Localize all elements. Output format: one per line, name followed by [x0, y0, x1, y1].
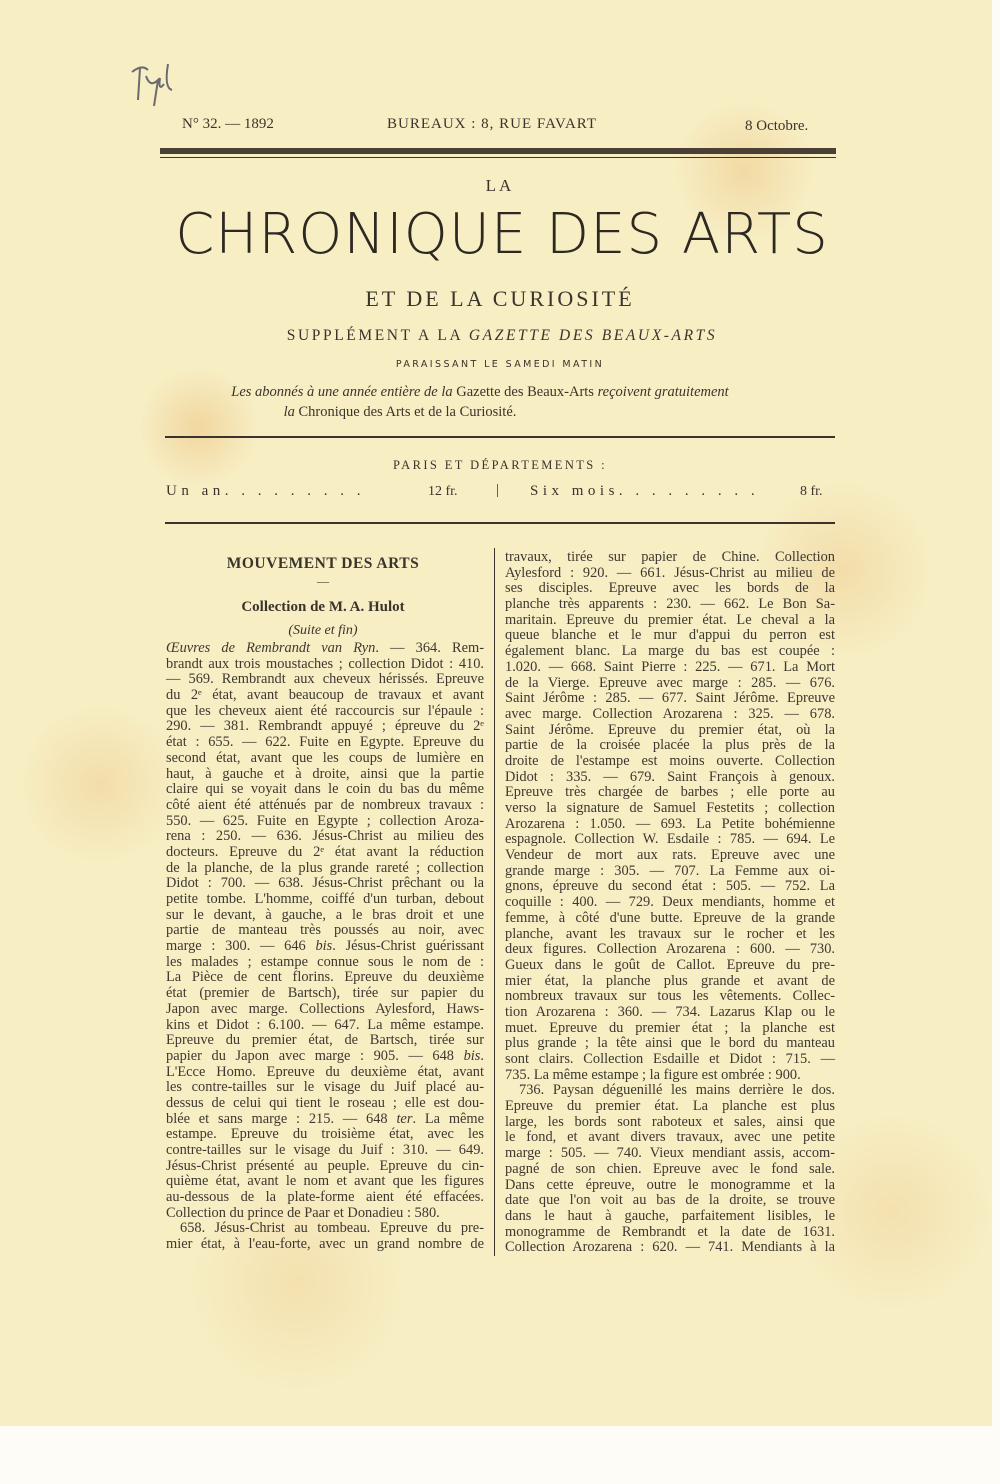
italic-text-run: la [283, 404, 299, 420]
issue-date: 8 Octobre. [745, 118, 809, 134]
header-thick-rule [160, 148, 836, 154]
issue-number: N° 32. — 1892 [182, 116, 274, 132]
text-line [166, 688, 484, 704]
text-line [166, 751, 484, 767]
text-line [166, 1033, 484, 1049]
text-line [166, 845, 484, 861]
text-run: haut, à gauche et à droite, ainsi que la partie [166, 765, 484, 782]
text-run: petite tombe. L'homme, coiffé d'un turban, debout [166, 891, 484, 907]
text-run: Chronique des Arts et de la Curiosité. [298, 404, 517, 420]
annual-label: Un an. . . . . . . . . [166, 483, 365, 499]
section-dash: — [317, 574, 329, 588]
text-run: . — 364. Rem- [375, 640, 484, 656]
text-run: date que l'on voit au bas de la droite, se trouve [505, 1192, 835, 1209]
supplement-line [0, 327, 1000, 345]
text-run: planche très apparents : 230. — 662. Le Bon Sa- [505, 596, 835, 613]
text-line [505, 1130, 835, 1146]
text-line [505, 628, 835, 644]
text-run: rena : 250. — 636. Jésus-Christ au milieu des [166, 828, 484, 845]
text-run: partie de manteau très poussés au noir, avec [166, 922, 484, 939]
italic-text-run: bis [463, 1047, 481, 1064]
text-run: coquille : 400. — 729. Deux mendiants, homme et [505, 894, 835, 911]
text-line [166, 861, 484, 877]
text-run: claire qui se voyait dans le coin du bas du même [166, 781, 484, 798]
text-line [505, 723, 835, 739]
text-run: côté aient été atténués par de nombreux travaux : [166, 796, 484, 813]
text-line [505, 770, 835, 786]
text-run: grande marge : 305. — 707. La Femme aux oi- [505, 862, 835, 879]
left-column [166, 641, 484, 1253]
text-line [505, 1225, 835, 1241]
handwritten-annotation [128, 58, 188, 108]
text-run: dessus de celui qui tient le roseau ; elle est dou- [166, 1094, 484, 1111]
text-line [166, 735, 484, 751]
text-line [166, 782, 484, 798]
text-run: état (premier de Bartsch), tirée sur papier du [166, 985, 484, 1002]
text-run: tion Arozarena : 360. — 734. Lazarus Klap ou le [505, 1003, 835, 1020]
italic-text-run: Œuvres de Rembrandt van Ryn [166, 640, 376, 656]
text-line [166, 1221, 484, 1237]
text-line [505, 550, 835, 566]
supplement-gazette: GAZETTE DES BEAUX-ARTS [468, 327, 718, 344]
text-run: . [480, 1047, 484, 1064]
header-thin-rule [160, 157, 836, 158]
masthead-rule [165, 436, 835, 438]
text-run: estampe. Epreuve du troisième état, avec les [166, 1126, 484, 1143]
text-run: L'Ecce Homo. Epreuve du deuxième état, avant [166, 1063, 484, 1080]
text-line [505, 1068, 835, 1084]
text-line [166, 1143, 484, 1159]
text-run: 736. Paysan déguenillé les mains derrière le dos. [519, 1082, 835, 1099]
text-line [166, 1112, 484, 1128]
text-line [505, 1209, 835, 1225]
text-run: contre-tailles sur le visage du Juif : 310. — 649. [166, 1142, 484, 1158]
text-run: Saint Jérôme : 285. — 677. Saint Jérôme. Epreuve [505, 690, 835, 707]
text-run: Epreuve très chargée de barbes ; elle porte au [505, 784, 835, 801]
text-run: 290. — 381. Rembrandt appuyé ; épreuve du 2ᵉ [166, 718, 484, 735]
masthead-title: CHRONIQUE DES ARTS [175, 202, 829, 267]
text-run: Jésus-Christ présenté au peuple. Epreuve du cin- [166, 1157, 484, 1174]
text-run: Arozarena : 1.050. — 693. La Petite bohémienne [505, 815, 835, 832]
text-line [505, 989, 835, 1005]
text-line [166, 641, 484, 657]
text-run: . Jésus-Christ guérissant [332, 938, 484, 955]
text-run: docteurs. Epreuve du 2ᵉ état avant la réduction [166, 843, 484, 860]
text-line [166, 767, 484, 783]
text-line [505, 1036, 835, 1052]
subscription-rule [165, 522, 835, 524]
text-run: sont clairs. Collection Esdaille et Didot : 715. — [505, 1051, 835, 1067]
text-line [505, 644, 835, 660]
section-heading: MOUVEMENT DES ARTS [226, 555, 420, 572]
text-line [166, 986, 484, 1002]
text-line [505, 1162, 835, 1178]
text-run: dans le haut à gauche, parfaitement lisibles, le [505, 1207, 835, 1224]
text-line [505, 754, 835, 770]
text-line [505, 1146, 835, 1162]
text-run: kins et Didot : 6.100. — 647. La même estampe. [166, 1016, 484, 1033]
text-run: verso la signature de Samuel Festetits ; collection [505, 800, 835, 816]
text-run: maritain. Epreuve du premier état. Le cheval a la [505, 611, 835, 628]
text-line [505, 660, 835, 676]
text-line [166, 704, 484, 720]
text-run: ses disciples. Epreuve avec les bords de la [505, 580, 835, 597]
text-line [505, 738, 835, 754]
italic-text-run: Les abonnés à une année entière de la [231, 384, 457, 400]
text-line [166, 1065, 484, 1081]
publication-frequency: PARAISSANT LE SAMEDI MATIN [395, 359, 605, 370]
subscription-heading: PARIS ET DÉPARTEMENTS : [392, 458, 608, 472]
text-line [505, 864, 835, 880]
text-run: droite de l'estampe est moins ouverte. Collection [505, 752, 835, 769]
text-run: 1.020. — 668. Saint Pierre : 225. — 671. La Mort [505, 658, 835, 675]
text-run: nombreux travaux sur tous les vêtements. Collec- [505, 988, 835, 1005]
text-run: mier état, à l'eau-forte, avec un grand nombre de [166, 1236, 484, 1253]
subscriber-notice-line-2 [0, 404, 800, 421]
text-line [166, 1206, 484, 1222]
text-line [166, 876, 484, 892]
text-line [505, 707, 835, 723]
text-run: Didot : 335. — 679. Saint François à genoux. [505, 768, 835, 785]
text-run: marge : 505. — 740. Vieux mendiant assis, accom- [505, 1145, 835, 1162]
text-line [505, 942, 835, 958]
text-line [166, 1049, 484, 1065]
text-line [505, 1178, 835, 1194]
text-line [166, 657, 484, 673]
text-line [166, 1190, 484, 1206]
text-run: pagné de son chien. Epreuve avec le fond sale. [505, 1160, 835, 1177]
text-run: Gazette des Beaux-Arts [456, 384, 598, 400]
masthead-subtitle: ET DE LA CURIOSITÉ [365, 286, 635, 311]
column-divider [494, 548, 495, 1256]
text-line [166, 719, 484, 735]
text-run: les contre-tailles sur le visage du Juif placé au- [166, 1079, 484, 1096]
text-run: quième état, avant le nom et avant que les figures [166, 1173, 484, 1190]
text-run: du 2ᵉ état, avant beaucoup de travaux et avant [166, 687, 484, 704]
text-run: avec marge. Collection Arozarena : 325. — 678. [505, 705, 835, 722]
text-run: de la Vierge. Epreuve avec marge : 285. — 676. [505, 674, 835, 691]
text-line [505, 1240, 835, 1256]
text-line [505, 691, 835, 707]
text-line [166, 1174, 484, 1190]
italic-text-run: reçoivent gratuitement [597, 384, 729, 400]
text-run: espagnole. Collection W. Esdaile : 785. — 694. Le [505, 831, 835, 848]
text-run: second état, avant que les coups de lumière en [166, 749, 484, 766]
semester-price: 8 fr. [800, 484, 823, 499]
text-line [166, 798, 484, 814]
article-title: Collection de M. A. Hulot [241, 599, 405, 615]
text-run: Aylesford : 920. — 661. Jésus-Christ au milieu de [505, 564, 835, 581]
price-separator: | [496, 482, 500, 498]
text-line [505, 1193, 835, 1209]
text-run: Gueux dans le goût de Callot. Epreuve du pre- [505, 956, 835, 973]
text-run: planche, avant les travaux sur le rocher et les [505, 925, 835, 942]
text-run: Epreuve du premier état, de Bartsch, tirée sur [166, 1032, 484, 1049]
text-run: queue blanche et le mur d'appui du perron est [505, 627, 835, 644]
text-line [166, 1237, 484, 1253]
text-run: gnons, épreuve du second état : 505. — 752. La [505, 878, 835, 895]
text-line [166, 672, 484, 688]
text-line [505, 1021, 835, 1037]
text-run: que les cheveux aient été raccourcis sur l'épaule : [166, 702, 484, 719]
text-line [505, 566, 835, 582]
text-line [505, 613, 835, 629]
text-run: — 569. Rembrandt aux cheveux hérissés. Epreuve [166, 671, 484, 688]
text-line [505, 848, 835, 864]
text-line [166, 1002, 484, 1018]
right-column [505, 550, 835, 1256]
text-run: brandt aux trois moustaches ; collection Didot : 410. [166, 655, 484, 672]
text-run: le fond, et avant divers travaux, avec une petite [505, 1129, 835, 1146]
text-line [166, 970, 484, 986]
text-run: 550. — 625. Fuite en Egypte ; collection Aroza- [166, 812, 484, 829]
office-address: BUREAUX : 8, RUE FAVART [387, 116, 598, 132]
text-run: muet. Epreuve du premier état ; la planche est [505, 1019, 835, 1036]
text-line [505, 832, 835, 848]
text-line [505, 1099, 835, 1115]
text-line [505, 597, 835, 613]
annual-price: 12 fr. [428, 484, 458, 499]
text-run: 658. Jésus-Christ au tombeau. Epreuve du pre- [180, 1220, 484, 1237]
article-subtitle: (Suite et fin) [288, 623, 358, 638]
text-line [166, 1159, 484, 1175]
text-run: femme, à côté d'une butte. Epreuve de la grande [505, 909, 835, 926]
italic-text-run: bis [315, 938, 333, 955]
text-line [166, 892, 484, 908]
text-run: Saint Jérôme. Epreuve du premier état, où la [505, 721, 835, 738]
text-run: La Pièce de cent florins. Epreuve du deuxième [166, 969, 484, 986]
text-run: également blanc. La marge du bas est coupée : [505, 643, 835, 660]
text-run: travaux, tirée sur papier de Chine. Collection [505, 549, 835, 565]
text-run: marge : 300. — 646 [166, 938, 316, 955]
text-line [505, 1052, 835, 1068]
text-run: Collection Arozarena : 620. — 741. Mendiants à la [505, 1239, 835, 1256]
text-line [505, 958, 835, 974]
text-line [166, 1096, 484, 1112]
text-line [505, 581, 835, 597]
text-run: large, les bords sont raboteux et sales, ainsi que [505, 1113, 835, 1130]
text-line [166, 939, 484, 955]
text-line [505, 927, 835, 943]
text-line [166, 814, 484, 830]
text-line [505, 785, 835, 801]
text-line [505, 676, 835, 692]
text-line [505, 879, 835, 895]
text-run: blée et sans marge : 215. — 648 [166, 1110, 397, 1127]
text-run: deux figures. Collection Arozarena : 600. — 730. [505, 941, 835, 958]
text-line [505, 911, 835, 927]
text-line [166, 1127, 484, 1143]
text-run: papier du Japon avec marge : 905. — 648 [166, 1047, 464, 1064]
text-line [505, 1115, 835, 1131]
text-run: au-dessous de la plate-forme aient été effacées. [166, 1189, 484, 1206]
text-line [166, 829, 484, 845]
text-line [505, 817, 835, 833]
text-run: . La même [412, 1110, 484, 1127]
text-run: Japon avec marge. Collections Aylesford, Haws- [166, 1000, 484, 1017]
text-line [505, 1005, 835, 1021]
semester-label: Six mois. . . . . . . . . [530, 483, 760, 499]
text-line [166, 908, 484, 924]
text-run: Collection du prince de Paar et Donadieu : 580. [166, 1204, 440, 1221]
text-run: Vendeur de mort aux rats. Epreuve avec une [505, 847, 835, 864]
text-run: 735. La même estampe ; la figure est ombrée : 900. [505, 1066, 801, 1083]
text-line [505, 895, 835, 911]
text-run: Epreuve du premier état. La planche est plus [505, 1098, 835, 1115]
text-run: sur le devant, à gauche, a le bras droit et une [166, 906, 484, 923]
text-line [505, 801, 835, 817]
italic-text-run: ter [396, 1110, 413, 1127]
subscriber-notice-line-1 [0, 384, 960, 401]
text-line [166, 1018, 484, 1034]
text-run: Didot : 700. — 638. Jésus-Christ prêchant ou la [166, 875, 484, 892]
text-run: de la planche, de la plus grande rareté ; collection [166, 859, 484, 876]
supplement-prefix: SUPPLÉMENT A LA [286, 327, 469, 344]
text-run: monogramme de Rembrandt et la date de 1631. [505, 1223, 835, 1240]
text-run: les malades ; estampe connue sous le nom de : [166, 953, 484, 970]
text-run: partie de la croisée placée la plus près de la [505, 737, 835, 754]
text-line [166, 955, 484, 971]
text-line [505, 1083, 835, 1099]
text-run: plus grande ; la tête ainsi que le bord du manteau [505, 1035, 835, 1052]
text-line [505, 974, 835, 990]
text-run: mier état, la planche plus grande et avant de [505, 972, 835, 989]
text-run: Dans cette épreuve, outre le monogramme et la [505, 1176, 835, 1193]
text-line [166, 1080, 484, 1096]
text-run: état : 655. — 622. Fuite en Egypte. Epreuve du [166, 734, 484, 751]
text-line [166, 923, 484, 939]
masthead-la: LA [485, 176, 515, 195]
